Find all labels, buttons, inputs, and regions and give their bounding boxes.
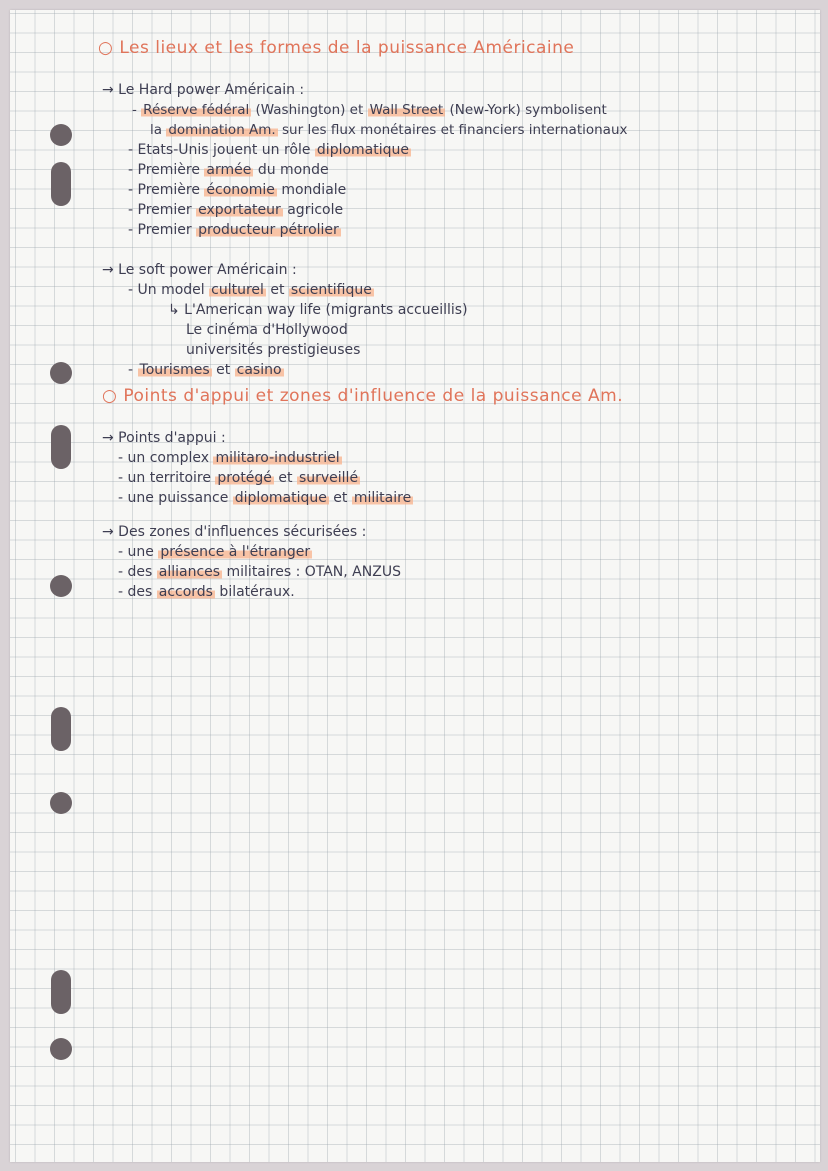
- binder-hole-icon: [50, 1038, 72, 1060]
- zones-line-3: [118, 584, 295, 600]
- text: - Première: [128, 162, 205, 178]
- hard-power-line-3: [128, 142, 411, 158]
- highlight: alliances: [158, 564, 221, 580]
- highlight: accords: [158, 584, 213, 600]
- binder-slot-icon: [51, 707, 71, 751]
- appui-heading: → Points d'appui :: [102, 430, 226, 446]
- text: et: [273, 470, 297, 486]
- binder-slot-icon: [51, 970, 71, 1014]
- section-title-2-text: Points d'appui et zones d'influence de la puissance Am.: [123, 386, 624, 406]
- notebook-page: [10, 10, 820, 1162]
- hard-power-line-7: [128, 222, 341, 238]
- text: la: [150, 122, 167, 138]
- highlight: diplomatique: [234, 490, 327, 506]
- text: - des: [118, 564, 157, 580]
- hard-power-line-1: [132, 102, 607, 118]
- highlight: domination Am.: [168, 122, 276, 138]
- appui-line-2: [118, 470, 360, 486]
- text: et: [211, 362, 235, 378]
- text: sur les flux monétaires et financiers internationaux: [277, 122, 628, 138]
- hard-power-line-2: [150, 122, 628, 138]
- text: - Etats-Unis jouent un rôle: [128, 142, 315, 158]
- highlight: diplomatique: [316, 142, 410, 158]
- highlight: militaro-industriel: [215, 450, 340, 466]
- text: - Un model: [128, 282, 210, 298]
- soft-power-line-3: Le cinéma d'Hollywood: [186, 322, 348, 338]
- text: - des: [118, 584, 157, 600]
- soft-power-line-5: [128, 362, 284, 378]
- title-bullet-icon: ○: [98, 38, 114, 58]
- soft-power-line-1: [128, 282, 374, 298]
- title-bullet-icon: ○: [102, 386, 118, 406]
- binder-slot-icon: [51, 425, 71, 469]
- soft-power-line-4: universités prestigieuses: [186, 342, 361, 358]
- highlight: scientifique: [290, 282, 372, 298]
- text: -: [128, 362, 138, 378]
- section-title-1-text: Les lieux et les formes de la puissance Américaine: [119, 38, 575, 58]
- text: du monde: [253, 162, 329, 178]
- soft-power-line-2: ↳ L'American way life (migrants accueillis): [168, 302, 468, 318]
- binder-hole-icon: [50, 124, 72, 146]
- binder-hole-icon: [50, 575, 72, 597]
- section-title-1: [98, 40, 574, 56]
- text: - Premier: [128, 202, 197, 218]
- highlight: culturel: [211, 282, 264, 298]
- text: -: [132, 102, 142, 118]
- highlight: Tourismes: [139, 362, 210, 378]
- text: - Première: [128, 182, 205, 198]
- appui-line-1: [118, 450, 342, 466]
- hard-power-line-6: [128, 202, 343, 218]
- appui-line-3: [118, 490, 413, 506]
- highlight: protégé: [217, 470, 272, 486]
- highlight: présence à l'étranger: [160, 544, 311, 560]
- highlight: militaire: [353, 490, 412, 506]
- text: et: [265, 282, 289, 298]
- soft-power-heading: → Le soft power Américain :: [102, 262, 297, 278]
- section-title-2: [102, 388, 623, 404]
- highlight: casino: [236, 362, 282, 378]
- text: - une: [118, 544, 159, 560]
- text: (New-York) symbolisent: [445, 102, 607, 118]
- highlight: exportateur: [198, 202, 281, 218]
- text: militaires : OTAN, ANZUS: [222, 564, 401, 580]
- binder-hole-icon: [50, 362, 72, 384]
- highlight: économie: [206, 182, 275, 198]
- highlight: armée: [206, 162, 252, 178]
- hard-power-line-5: [128, 182, 346, 198]
- text: - une puissance: [118, 490, 233, 506]
- text: (Washington) et: [251, 102, 368, 118]
- text: agricole: [282, 202, 344, 218]
- text: mondiale: [276, 182, 347, 198]
- text: et: [328, 490, 352, 506]
- highlight: Wall Street: [369, 102, 444, 118]
- highlight: Réserve fédéral: [143, 102, 250, 118]
- text: bilatéraux.: [214, 584, 295, 600]
- zones-line-2: [118, 564, 401, 580]
- text: - Premier: [128, 222, 197, 238]
- highlight: surveillé: [298, 470, 359, 486]
- binder-slot-icon: [51, 162, 71, 206]
- hard-power-heading: → Le Hard power Américain :: [102, 82, 305, 98]
- highlight: producteur pétrolier: [198, 222, 339, 238]
- text: - un territoire: [118, 470, 216, 486]
- text: - un complex: [118, 450, 214, 466]
- zones-heading: → Des zones d'influences sécurisées :: [102, 524, 367, 540]
- hard-power-line-4: [128, 162, 329, 178]
- zones-line-1: [118, 544, 312, 560]
- binder-hole-icon: [50, 792, 72, 814]
